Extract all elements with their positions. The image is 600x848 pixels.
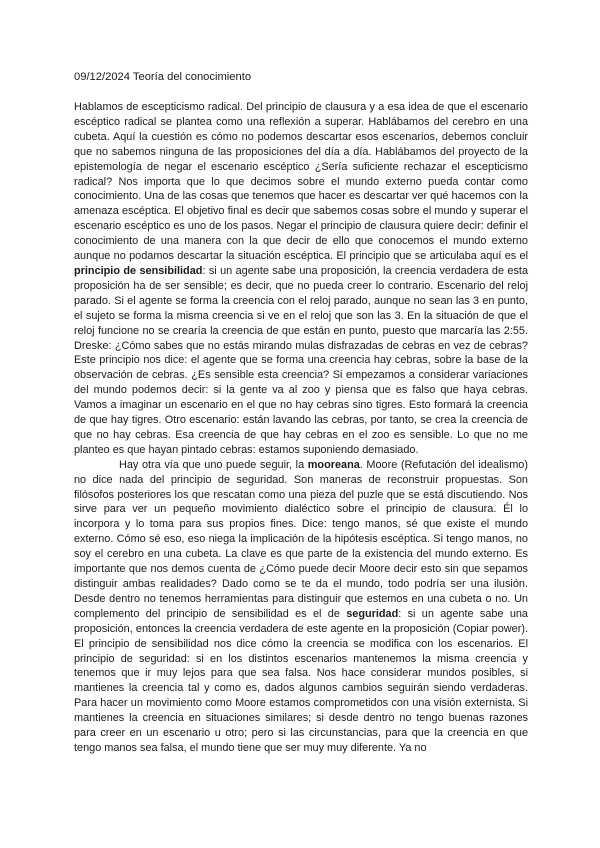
term-mooreana: mooreana xyxy=(307,458,360,471)
date-title: 09/12/2024 Teoría del conocimiento xyxy=(74,71,252,83)
paragraph-1-text-b: : si un agente sabe una proposición, la creencia verdadera de esta proposición ha de ser sensible; es decir, que no pueda creer lo contrario. Escenario del reloj parado. Si el agente se forma la creencia con el reloj parado, aunque no sean las 3 en punto, el sujeto se forma la misma creencia si ve en el reloj que son las 3. En la situación de que el reloj funcione no se crearía la creencia de que están en punto, puesto que marcaría las 2:55. Dreske: ¿Cómo sabes que no estás mirando mulas disfrazadas de cebras en vez de cebras? Este principio nos dice: el agente que se forma una creencia hay cebras, sobre la base de la observación de cebras. ¿Es sensible esta creencia? Si empezamos a considerar variaciones del mundo podemos decir: si la gente va al zoo y piensa que es falso que haya cebras. Vamos a imaginar un escenario en el que no hay cebras sino tigres. Esto formará la creencia de que hay tigres. Otro escenario: están lavando las cebras, por tanto, se crea la creencia de que no hay cebras. Esa creencia de que hay cebras en el zoo es sensible. Lo que no me planteo es que hayan pintado cebras: estamos suponiendo demasiado. xyxy=(74,264,528,456)
paragraph-2-text-a: Hay otra vía que uno puede seguir, la xyxy=(119,458,308,471)
paragraph-2-text-b: . Moore (Refutación del idealismo) no dice nada del principio de seguridad. Son maneras de reconstruir propuestas. Son filósofos posteriores los que rescatan como una pieza del puzle que se está discutiendo. Nos sirve para ver un pequeño movimiento dialéctico sobre el principio de clausura. Él lo incorpora y lo toma para sus propios fines. Dice: tengo manos, sé que existe el mundo externo. Cómo sé eso, eso niega la implicación de la hipótesis escéptica. Si tengo manos, no soy el cerebro en una cubeta. La clave es que parte de la existencia del mundo externo. Es importante que nos demos cuenta de ¿Cómo puede decir Moore decir esto sin que sepamos distinguir ambas realidades? Dado como se te da el mundo, todo podría ser una ilusión. Desde dentro no tenemos herramientas para distinguir que estemos en una cubeta o no. Un complemento del principio de sensibilidad es el de xyxy=(74,458,528,620)
term-sensitivity-principle: principio de sensibilidad xyxy=(74,264,203,277)
paragraph-skepticism xyxy=(74,100,528,458)
paragraph-1-text-a: Hablamos de escepticismo radical. Del principio de clausura y a esa idea de que el escenario escéptico radical se plantea como una reflexión a superar. Hablábamos del cerebro en una cubeta. Aquí la cuestión es cómo no podemos descartar esos escenarios, debemos concluir que no sabemos ninguna de las proposiciones del día a día. Hablábamos del proyecto de la epistemología de negar el escenario escéptico ¿Sería suficiente rechazar el escepticismo radical? Nos importa que lo que decimos sobre el mundo externo pueda contar como conocimiento. Una de las cosas que tenemos que hacer es descartar ver qué hacemos con la amenaza escéptica. El objetivo final es decir que sabemos cosas sobre el mundo y superar el escenario escéptico es uno de los pasos. Negar el principio de clausura quiere decir: definir el conocimiento de una manera con la que decir de ello que conocemos el mundo externo aunque no podamos descartar la situación escéptica. El principio que se articulaba aquí es el xyxy=(74,101,528,263)
paragraph-moorean xyxy=(74,458,528,756)
paragraph-2-text-c: : si un agente sabe una proposición, entonces la creencia verdadera de este agente en la proposición (Copiar power). El principio de sensibilidad nos dice cómo la creencia se modifica con los escenarios. El principio de seguridad: si en los distintos escenarios mantenemos la misma creencia y tenemos que ir muy lejos para que sea falsa. Nos hace considerar mundos posibles, si mantienes la creencia tal y como es, dados algunos cambios seguirán siendo verdaderas. Para hacer un movimiento como Moore estamos comprometidos con una visión externista. Si mantienes la creencia en situaciones similares; si desde dentro no tengo buenas razones para creer en un escenario u otro; pero si las circunstancias, para que la creencia en que tengo manos sea falsa, el mundo tiene que ser muy muy diferente. Ya no xyxy=(74,607,528,754)
term-seguridad: seguridad xyxy=(346,607,399,620)
